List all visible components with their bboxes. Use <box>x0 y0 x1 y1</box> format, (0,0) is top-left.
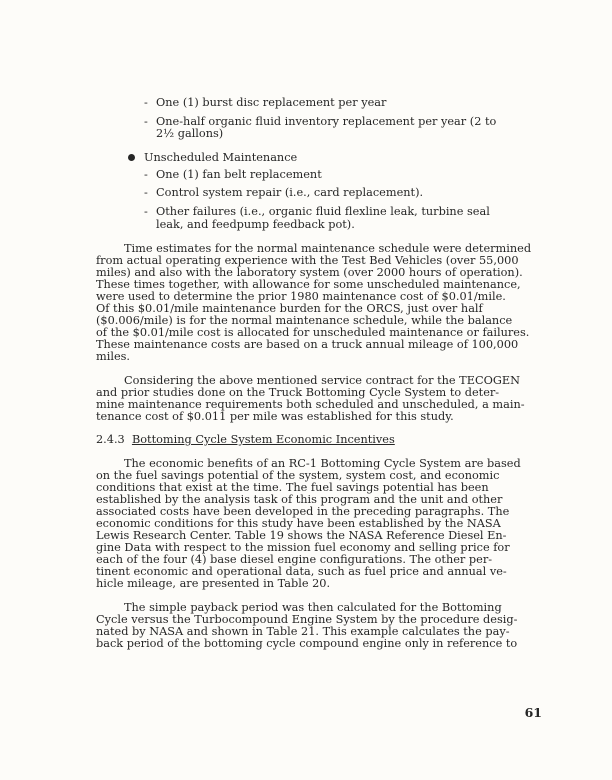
paragraph-line: The economic benefits of an RC-1 Bottoming Cycle System are based <box>124 457 521 470</box>
paragraph-line: and prior studies done on the Truck Bottoming Cycle System to deter- <box>96 386 500 399</box>
paragraph-line: conditions that exist at the time. The fuel savings potential has been <box>96 481 489 494</box>
paragraph-line: from actual operating experience with the Test Bed Vehicles (over 55,000 <box>96 254 519 267</box>
paragraph-line: of the $0.01/mile cost is allocated for unscheduled maintenance or failures. <box>96 326 530 339</box>
list-item: - One-half organic fluid inventory replacement per year (2 to <box>144 115 497 128</box>
paragraph-line: were used to determine the prior 1980 maintenance cost of $0.01/mile. <box>96 290 506 303</box>
paragraph-line: miles. <box>96 350 131 363</box>
paragraph-line: back period of the bottoming cycle compound engine only in reference to <box>96 637 518 650</box>
list-item: - Control system repair (i.e., card replacement). <box>144 186 424 199</box>
list-item: - One (1) fan belt replacement <box>144 168 322 181</box>
list-item-continuation: leak, and feedpump feedback pot). <box>156 218 355 231</box>
paragraph-line: These maintenance costs are based on a truck annual mileage of 100,000 <box>96 338 519 351</box>
paragraph-line: Time estimates for the normal maintenance schedule were determined <box>124 242 532 255</box>
paragraph-line: tinent economic and operational data, such as fuel price and annual ve- <box>96 565 507 578</box>
bullet-icon <box>128 154 135 161</box>
paragraph-line: associated costs have been developed in the preceding paragraphs. The <box>96 505 510 518</box>
paragraph-line: tenance cost of $0.011 per mile was established for this study. <box>96 410 454 423</box>
paragraph-line: hicle mileage, are presented in Table 20. <box>96 577 331 590</box>
paragraph-line: Cycle versus the Turbocompound Engine System by the procedure desig- <box>96 613 518 626</box>
section-title: Bottoming Cycle System Economic Incentives <box>131 433 395 446</box>
paragraph-line: Lewis Research Center. Table 19 shows the NASA Reference Diesel En- <box>96 529 507 542</box>
page-number: 61 <box>524 705 542 720</box>
paragraph-line: miles) and also with the laboratory system (over 2000 hours of operation). <box>96 266 523 279</box>
paragraph-line: on the fuel savings potential of the system, system cost, and economic <box>96 469 500 482</box>
paragraph-line: These times together, with allowance for some unscheduled maintenance, <box>96 278 521 291</box>
paragraph-line: economic conditions for this study have been established by the NASA <box>96 517 501 530</box>
paragraph-line: established by the analysis task of this program and the unit and other <box>96 493 503 506</box>
list-item-continuation: 2½ gallons) <box>156 127 224 140</box>
paragraph-line: nated by NASA and shown in Table 21. This example calculates the pay- <box>96 625 510 638</box>
paragraph-line: Considering the above mentioned service contract for the TECOGEN <box>124 374 521 387</box>
section-number: 2.4.3 <box>96 433 125 446</box>
paragraph-line: gine Data with respect to the mission fuel economy and selling price for <box>96 541 510 554</box>
section-heading <box>96 433 395 446</box>
paragraph-line: each of the four (4) base diesel engine configurations. The other per- <box>96 553 493 566</box>
paragraph-line: ($0.006/mile) is for the normal maintenance schedule, while the balance <box>96 314 513 327</box>
paragraph-line: Of this $0.01/mile maintenance burden for the ORCS, just over half <box>96 302 483 315</box>
bullet-label: Unscheduled Maintenance <box>144 151 298 164</box>
paragraph-line: mine maintenance requirements both scheduled and unscheduled, a main- <box>96 398 525 411</box>
list-item: - One (1) burst disc replacement per year <box>144 96 387 109</box>
list-item: - Other failures (i.e., organic fluid flexline leak, turbine seal <box>144 205 490 218</box>
paragraph-line: The simple payback period was then calculated for the Bottoming <box>124 601 502 614</box>
